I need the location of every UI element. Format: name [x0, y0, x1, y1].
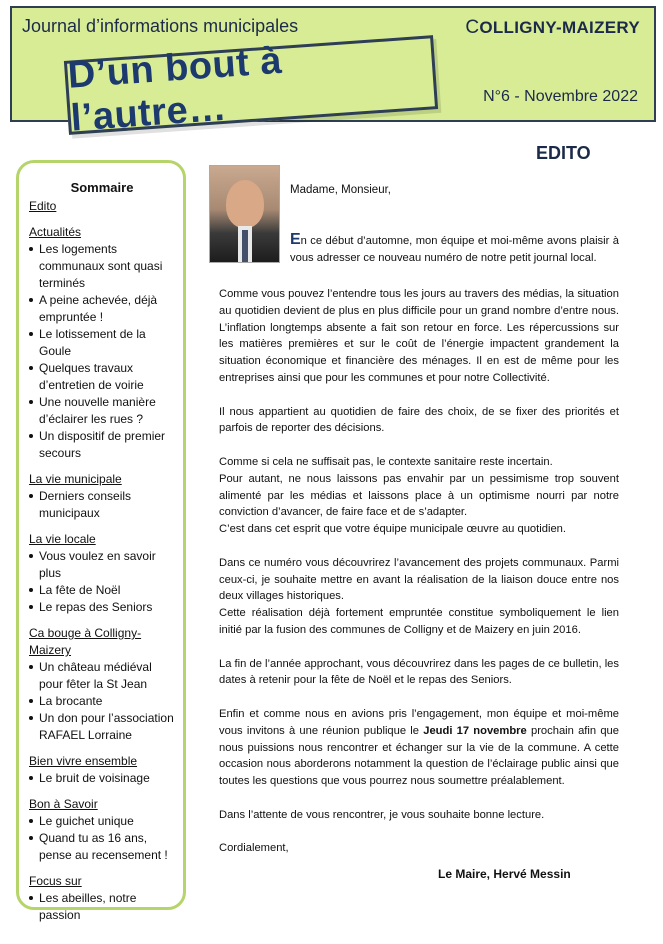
- greeting: Madame, Monsieur,: [290, 184, 391, 196]
- journal-title: D’un bout à l’autre…: [66, 39, 284, 140]
- paragraph-4b: Cette réalisation déjà fortement empruntée constitue symboliquement le lien initié par la fusion des communes de Colligny et de Maizery en juin 2016.: [219, 607, 619, 636]
- toc-item[interactable]: Les abeilles, notre passion: [29, 890, 175, 924]
- toc-section-list: [29, 488, 175, 522]
- paragraph-3b: Pour autant, ne nous laissons pas envahir par un pessimisme trop souvent alimenté par les médias et laissons place à un optimisme nourri par notre conviction d’avancer, de faire face et de s’adapter.: [219, 472, 619, 519]
- toc-title: Sommaire: [70, 180, 134, 195]
- meeting-date: Jeudi 17 novembre: [423, 724, 527, 737]
- toc-section-title[interactable]: La vie municipale: [29, 472, 122, 486]
- toc-item[interactable]: A peine achevée, déjà empruntée !: [29, 292, 175, 326]
- mayor-tie: [242, 230, 248, 263]
- toc-item[interactable]: Derniers conseils municipaux: [29, 488, 175, 522]
- closing: Cordialement,: [219, 842, 289, 855]
- paragraph-7: Dans l’attente de vous rencontrer, je vous souhaite bonne lecture.: [219, 808, 545, 821]
- toc-item[interactable]: Quelques travaux d’entretien de voirie: [29, 360, 175, 394]
- toc-section-list: [29, 813, 175, 864]
- toc-item[interactable]: La fête de Noël: [29, 582, 175, 599]
- paragraph-3a: Comme si cela ne suffisait pas, le contexte sanitaire reste incertain.: [219, 455, 553, 468]
- toc-section-list: [29, 770, 175, 787]
- toc-item[interactable]: La brocante: [29, 693, 175, 710]
- paragraph-6-start: Enfin et comme nous en avions pris l’engagement, mon équipe et moi-même vous invitons à une réunion publique le: [219, 707, 619, 737]
- town-name-rest: OLLIGNY-MAIZERY: [479, 18, 640, 37]
- toc-sections: [29, 224, 175, 924]
- journal-subtitle: Journal d’informations municipales: [22, 16, 299, 36]
- edito-heading: EDITO: [536, 143, 591, 163]
- toc-item[interactable]: Un château médiéval pour fêter la St Jean: [29, 659, 175, 693]
- intro-paragraph: [290, 232, 619, 267]
- toc-item[interactable]: Le repas des Seniors: [29, 599, 175, 616]
- toc-section-list: [29, 241, 175, 462]
- toc-item[interactable]: Le lotissement de la Goule: [29, 326, 175, 360]
- toc-item[interactable]: Vous voulez en savoir plus: [29, 548, 175, 582]
- toc-section-title[interactable]: Ca bouge à Colligny-Maizery: [29, 626, 142, 657]
- toc-item[interactable]: Un dispositif de premier secours: [29, 428, 175, 462]
- paragraph-5: La fin de l’année approchant, vous découvrirez dans les pages de ce bulletin, les dates à retenir pour la fête de Noël et le repas des Seniors.: [219, 657, 619, 687]
- paragraph-6: [219, 706, 619, 790]
- toc-item[interactable]: Les logements communaux sont quasi terminés: [29, 241, 175, 292]
- toc-section-title[interactable]: Bon à Savoir: [29, 797, 98, 811]
- edito-body: [219, 286, 619, 857]
- toc-section-title[interactable]: Actualités: [29, 225, 82, 239]
- toc-item[interactable]: Quand tu as 16 ans, pense au recensement !: [29, 830, 175, 864]
- paragraph-1: Comme vous pouvez l’entendre tous les jours au travers des médias, la situation au quotidien devient de plus en plus difficile pour un grand nombre d’entre nous. L’inflation longtemps absente a fait son retour en force. Les répercussions sur les matières premières et sur le coût de l’énergie impactent grandement la situation économique et financière des ménages. Il en est de même pour les entreprises ainsi que pour les communes et pour notre Collectivité.: [219, 288, 619, 384]
- toc-section-list: [29, 659, 175, 744]
- mayor-face: [226, 180, 264, 228]
- toc-section-list: [29, 890, 175, 924]
- town-name: [465, 17, 640, 39]
- paragraph-3c: C’est dans cet esprit que votre équipe municipale œuvre au quotidien.: [219, 523, 567, 536]
- toc-section-list: [29, 548, 175, 616]
- paragraph-2: Il nous appartient au quotidien de faire des choix, de se fixer des priorités et parfois de reporter des décisions.: [219, 405, 619, 435]
- mayor-photo: [209, 165, 280, 263]
- paragraph-4a: Dans ce numéro vous découvrirez l’avancement des projets communaux. Parmi ceux-ci, je souhaite mettre en avant la réalisation de la liaison douce entre nos deux villages historiques.: [219, 556, 619, 603]
- issue-number: N°6 - Novembre 2022: [483, 88, 638, 105]
- toc-item[interactable]: Un don pour l’association RAFAEL Lorraine: [29, 710, 175, 744]
- signature: Le Maire, Hervé Messin: [438, 867, 571, 881]
- paragraph-6-end: prochain afin que nous puissions nous rencontrer et échanger sur la vie de la commune. A cette occasion nous aborderons notamment la question de l’éclairage public ainsi que toutes les questions que vous pourrez nous soumettre préalablement.: [219, 724, 619, 788]
- toc-item[interactable]: Une nouvelle manière d’éclairer les rues ?: [29, 394, 175, 428]
- toc-section-title[interactable]: Bien vivre ensemble: [29, 754, 138, 768]
- toc-link-edito[interactable]: Edito: [29, 199, 57, 213]
- toc-section-title[interactable]: Focus sur: [29, 874, 82, 888]
- toc-item[interactable]: Le guichet unique: [29, 813, 175, 830]
- toc-item[interactable]: Le bruit de voisinage: [29, 770, 175, 787]
- town-initial: C: [465, 17, 480, 38]
- drop-cap: E: [290, 231, 301, 248]
- toc-section-title[interactable]: La vie locale: [29, 532, 96, 546]
- intro-text: n ce début d’automne, mon équipe et moi-même avons plaisir à vous adresser ce nouveau numéro de notre petit journal local.: [290, 235, 619, 264]
- table-of-contents: [16, 160, 186, 922]
